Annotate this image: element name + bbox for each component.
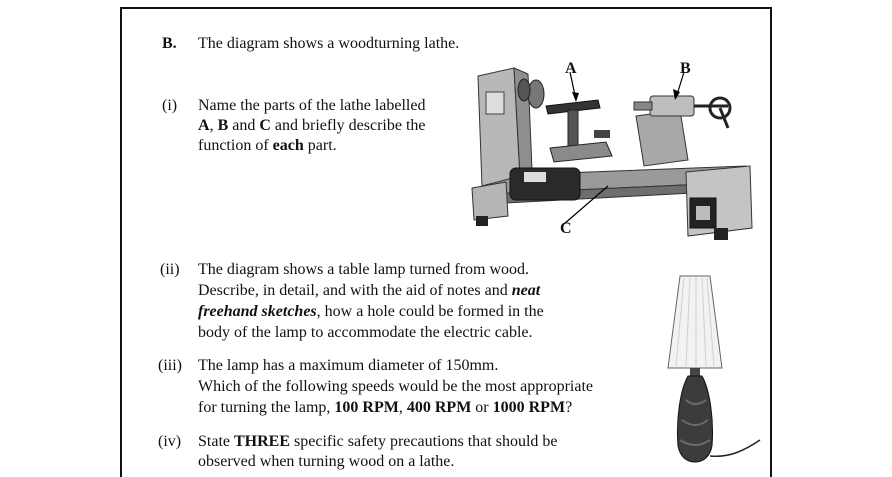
- q4-line2: observed when turning wood on a lathe.: [198, 453, 455, 470]
- section-intro: The diagram shows a woodturning lathe.: [198, 35, 460, 52]
- lathe-label-c: C: [560, 220, 572, 237]
- q2-number: (ii): [160, 261, 180, 278]
- q3-number: (iii): [158, 357, 182, 374]
- q1-line3: function of each part.: [198, 137, 337, 154]
- lathe-label-b: B: [680, 60, 691, 77]
- q2-line3: freehand sketches, how a hole could be formed in the: [198, 303, 544, 320]
- q4-line1: State THREE specific safety precautions that should be: [198, 433, 558, 450]
- q2-line2: Describe, in detail, and with the aid of notes and neat: [198, 282, 541, 299]
- q2-line1: The diagram shows a table lamp turned from wood.: [198, 261, 530, 278]
- lathe-image: [466, 58, 756, 248]
- q3-line2: Which of the following speeds would be the most appropriate: [198, 378, 594, 395]
- table-lamp-image: [650, 270, 780, 470]
- q1-number: (i): [162, 97, 178, 114]
- section-letter: B.: [162, 35, 177, 52]
- q1-line2: A, B and C and briefly describe the: [198, 117, 426, 134]
- q3-line1: The lamp has a maximum diameter of 150mm.: [198, 357, 499, 374]
- q4-number: (iv): [158, 433, 182, 450]
- q3-line3: for turning the lamp, 100 RPM, 400 RPM or 1000 RPM?: [198, 399, 573, 416]
- q1-line1: Name the parts of the lathe labelled: [198, 97, 426, 114]
- q2-line4: body of the lamp to accommodate the electric cable.: [198, 324, 533, 341]
- lathe-label-a: A: [565, 60, 577, 77]
